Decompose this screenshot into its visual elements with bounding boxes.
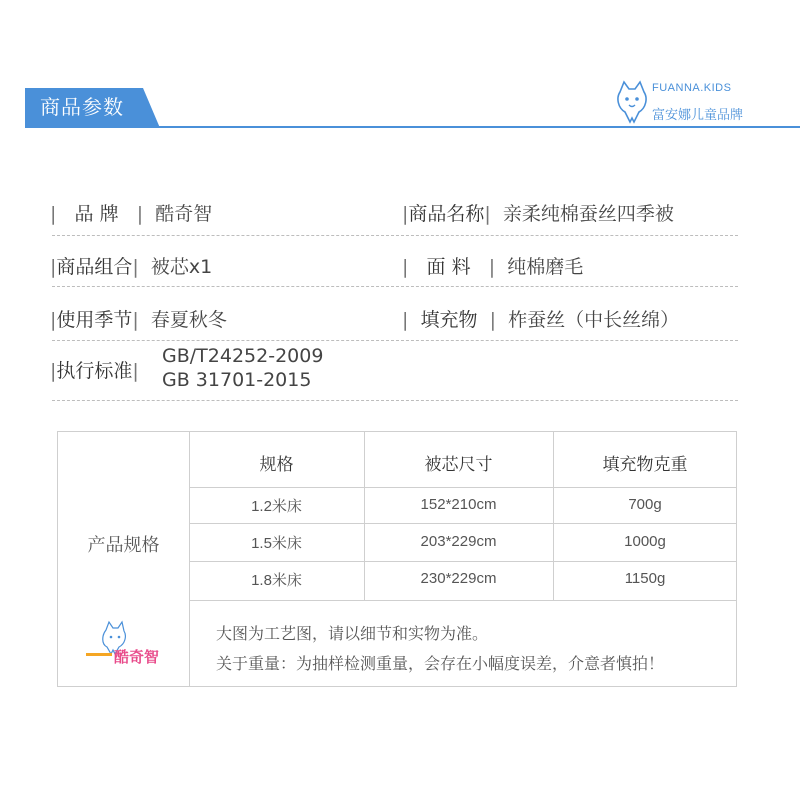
table-cell: 1150g <box>624 570 666 587</box>
param-filling-label: 填充物 <box>420 309 478 331</box>
spec-side-title: 产品规格 <box>87 535 160 556</box>
note-craft: 大图为工艺图，请以细节和实物为准。 <box>216 624 489 643</box>
param-combo: |商品组合| 被芯x1 <box>50 256 213 278</box>
table-cell: 1.2米床 <box>251 498 302 515</box>
table-header: 规格 <box>259 455 294 475</box>
param-fabric-value: 纯棉磨毛 <box>507 256 584 278</box>
param-brand-label: 品 牌 <box>74 203 119 225</box>
param-brand: | 品 牌 | 酷奇智 <box>50 203 213 225</box>
table-cell: 230*229cm <box>420 570 497 587</box>
brand-name-en: FUANNA.KIDS <box>652 82 732 94</box>
logo-text: 酷奇智 <box>114 648 160 666</box>
table-divider <box>189 561 737 562</box>
table-cell: 152*210cm <box>420 496 497 513</box>
param-standard-label: 执行标准 <box>56 360 133 382</box>
table-header: 填充物克重 <box>602 455 688 475</box>
param-standard-values <box>162 344 323 392</box>
note-weight: 关于重量：为抽样检测重量，会存在小幅度误差，介意者慎拍！ <box>216 654 665 673</box>
row-divider <box>52 400 738 401</box>
param-standard-value-1: GB/T24252-2009 <box>162 345 324 367</box>
table-cell: 1.5米床 <box>251 535 302 552</box>
param-fabric: | 面 料 | 纯棉磨毛 <box>402 256 584 278</box>
param-season-value: 春夏秋冬 <box>150 309 227 331</box>
table-divider <box>189 600 737 601</box>
param-product-name: |商品名称| 亲柔纯棉蚕丝四季被 <box>402 203 674 225</box>
param-filling-value: 柞蚕丝（中长丝绵） <box>508 309 680 331</box>
table-divider <box>189 523 737 524</box>
param-season-label: 使用季节 <box>56 309 133 331</box>
table-divider <box>189 487 737 488</box>
table-cell: 1000g <box>624 533 666 550</box>
param-standard-value-2: GB 31701-2015 <box>162 369 312 391</box>
param-name-label: 商品名称 <box>408 203 485 225</box>
param-fabric-label: 面 料 <box>426 256 471 278</box>
brand-name-cn: 富安娜儿童品牌 <box>652 108 744 123</box>
param-name-value: 亲柔纯棉蚕丝四季被 <box>502 203 674 225</box>
table-header: 被芯尺寸 <box>424 455 493 475</box>
param-combo-value: 被芯x1 <box>150 256 213 278</box>
table-cell: 700g <box>628 496 662 513</box>
row-divider <box>52 286 738 287</box>
cat-logo-icon <box>612 78 652 124</box>
kuqizhi-logo-icon <box>84 620 164 666</box>
param-season: |使用季节| 春夏秋冬 <box>50 309 227 331</box>
table-cell: 1.8米床 <box>251 572 302 589</box>
row-divider <box>52 235 738 236</box>
header-divider <box>25 126 800 128</box>
param-standard: |执行标准| <box>50 360 139 382</box>
table-cell: 203*229cm <box>420 533 497 550</box>
section-title: 商品参数 <box>40 95 124 119</box>
row-divider <box>52 340 738 341</box>
param-brand-value: 酷奇智 <box>155 203 213 225</box>
param-combo-label: 商品组合 <box>56 256 133 278</box>
param-filling: | 填充物 | 柞蚕丝（中长丝绵） <box>402 309 680 331</box>
